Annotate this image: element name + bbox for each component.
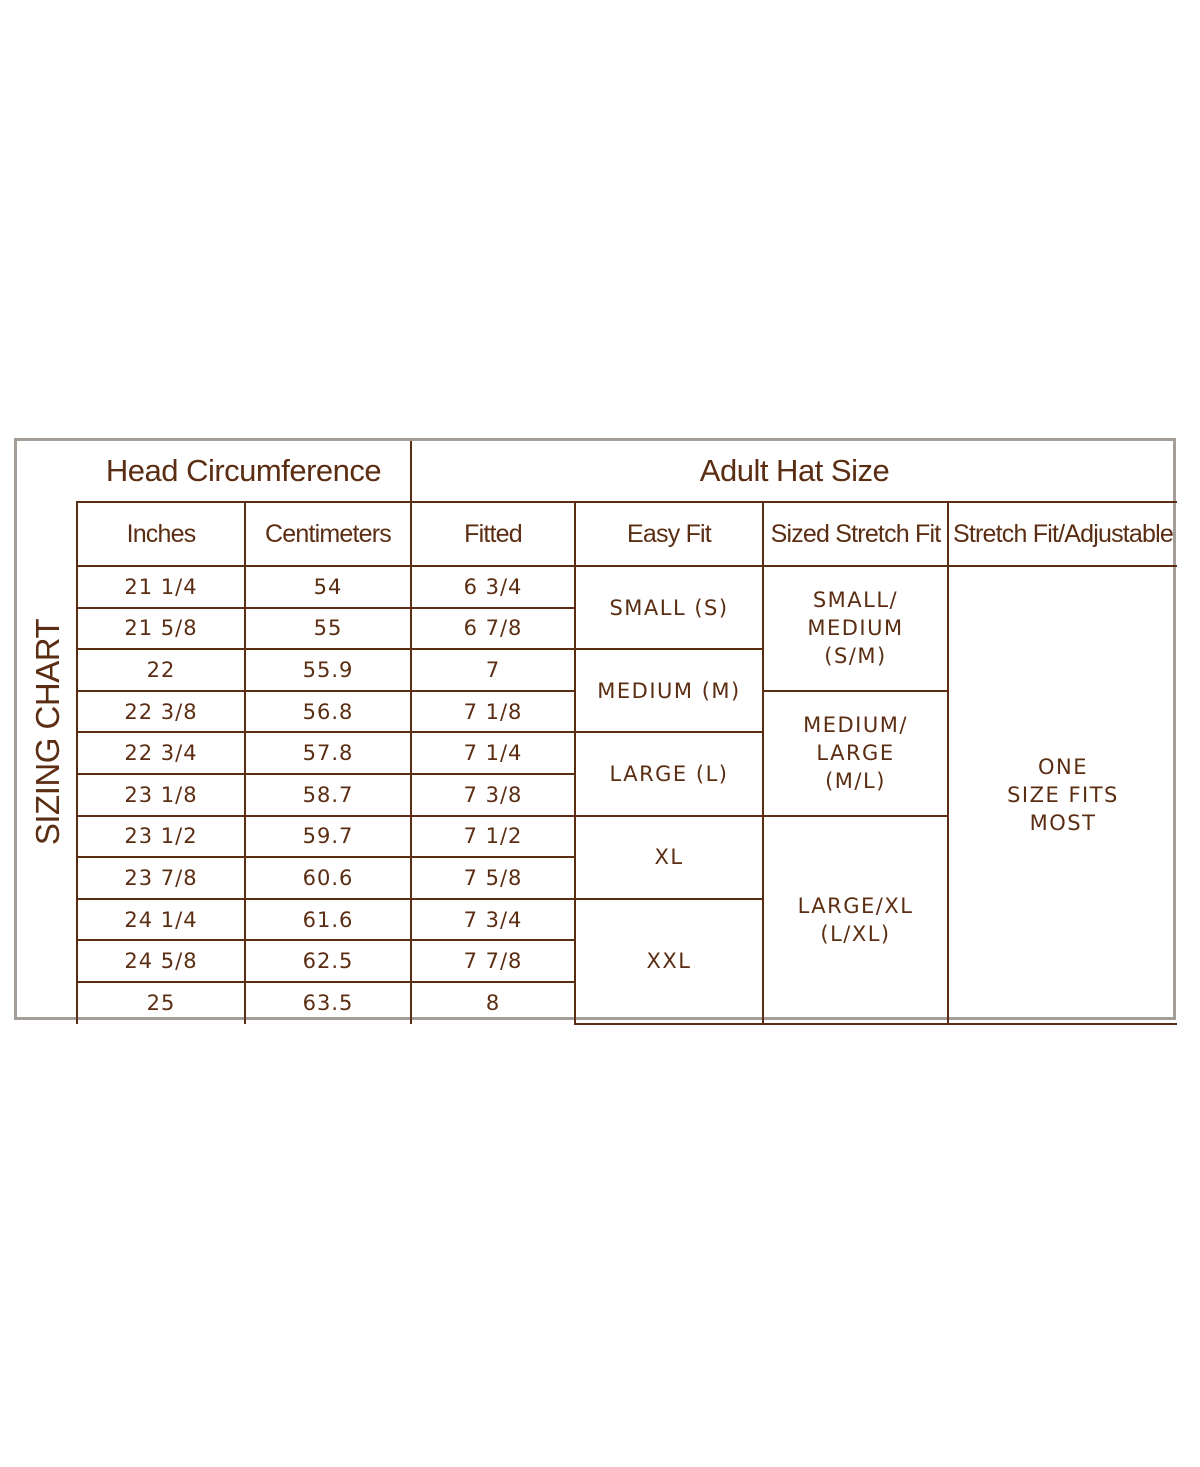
one-size-fits-most: [948, 566, 1177, 1024]
stretch-fit-line: MOST: [1029, 810, 1097, 835]
sized-stretch-small-medium: [763, 566, 948, 691]
centimeters-cell: 62.5: [245, 940, 411, 982]
stretch-fit-line: SIZE FITS: [1007, 782, 1119, 807]
centimeters-cell: 61.6: [245, 899, 411, 941]
fitted-cell: 7: [411, 649, 575, 691]
head-circumference-header: Head Circumference: [77, 441, 411, 502]
table-row: [77, 566, 1177, 608]
easy-fit-large: LARGE (L): [575, 732, 763, 815]
sized-stretch-line: (S/M): [824, 644, 887, 669]
inches-cell: 23 7/8: [77, 857, 245, 899]
sized-stretch-fit-header: Sized Stretch Fit: [763, 502, 948, 566]
inches-cell: 22 3/8: [77, 691, 245, 733]
sized-stretch-line: MEDIUM/: [803, 713, 908, 738]
inches-cell: 21 1/4: [77, 566, 245, 608]
stretch-fit-line: ONE: [1037, 754, 1088, 779]
sizing-chart-title: SIZING CHART: [29, 618, 66, 846]
centimeters-cell: 56.8: [245, 691, 411, 733]
easy-fit-xl: XL: [575, 816, 763, 899]
column-header-row: [77, 502, 1177, 566]
fitted-cell: 7 1/4: [411, 732, 575, 774]
stretch-fit-adjustable-header: Stretch Fit/Adjustable: [948, 502, 1177, 566]
sized-stretch-line: LARGE/XL: [797, 893, 914, 918]
adult-hat-size-header: Adult Hat Size: [411, 441, 1177, 502]
easy-fit-small: SMALL (S): [575, 566, 763, 649]
fitted-cell: 6 3/4: [411, 566, 575, 608]
centimeters-cell: 55.9: [245, 649, 411, 691]
inches-header: Inches: [77, 502, 245, 566]
centimeters-cell: 57.8: [245, 732, 411, 774]
fitted-cell: 7 3/8: [411, 774, 575, 816]
fitted-cell: 7 7/8: [411, 940, 575, 982]
inches-cell: 24 5/8: [77, 940, 245, 982]
inches-cell: 23 1/2: [77, 816, 245, 858]
centimeters-cell: 58.7: [245, 774, 411, 816]
centimeters-cell: 60.6: [245, 857, 411, 899]
fitted-cell: 8: [411, 982, 575, 1024]
sized-stretch-line: MEDIUM: [807, 616, 904, 641]
centimeters-cell: 63.5: [245, 982, 411, 1024]
sizing-table: [76, 441, 1177, 1025]
inches-cell: 22 3/4: [77, 732, 245, 774]
sized-stretch-line: (L/XL): [820, 921, 891, 946]
sized-stretch-line: LARGE: [816, 741, 895, 766]
sized-stretch-line: SMALL/: [812, 588, 899, 613]
inches-cell: 24 1/4: [77, 899, 245, 941]
centimeters-cell: 55: [245, 608, 411, 650]
inches-cell: 25: [77, 982, 245, 1024]
inches-cell: 22: [77, 649, 245, 691]
centimeters-cell: 59.7: [245, 816, 411, 858]
fitted-cell: 7 3/4: [411, 899, 575, 941]
sized-stretch-large-xl: [763, 816, 948, 1024]
sized-stretch-line: (M/L): [825, 769, 886, 794]
sized-stretch-medium-large: [763, 691, 948, 816]
easy-fit-medium: MEDIUM (M): [575, 649, 763, 732]
inches-cell: 21 5/8: [77, 608, 245, 650]
centimeters-cell: 54: [245, 566, 411, 608]
easy-fit-xxl: XXL: [575, 899, 763, 1024]
fitted-header: Fitted: [411, 502, 575, 566]
fitted-cell: 7 1/8: [411, 691, 575, 733]
fitted-cell: 6 7/8: [411, 608, 575, 650]
inches-cell: 23 1/8: [77, 774, 245, 816]
fitted-cell: 7 5/8: [411, 857, 575, 899]
fitted-cell: 7 1/2: [411, 816, 575, 858]
group-header-row: [77, 441, 1177, 502]
centimeters-header: Centimeters: [245, 502, 411, 566]
easy-fit-header: Easy Fit: [575, 502, 763, 566]
